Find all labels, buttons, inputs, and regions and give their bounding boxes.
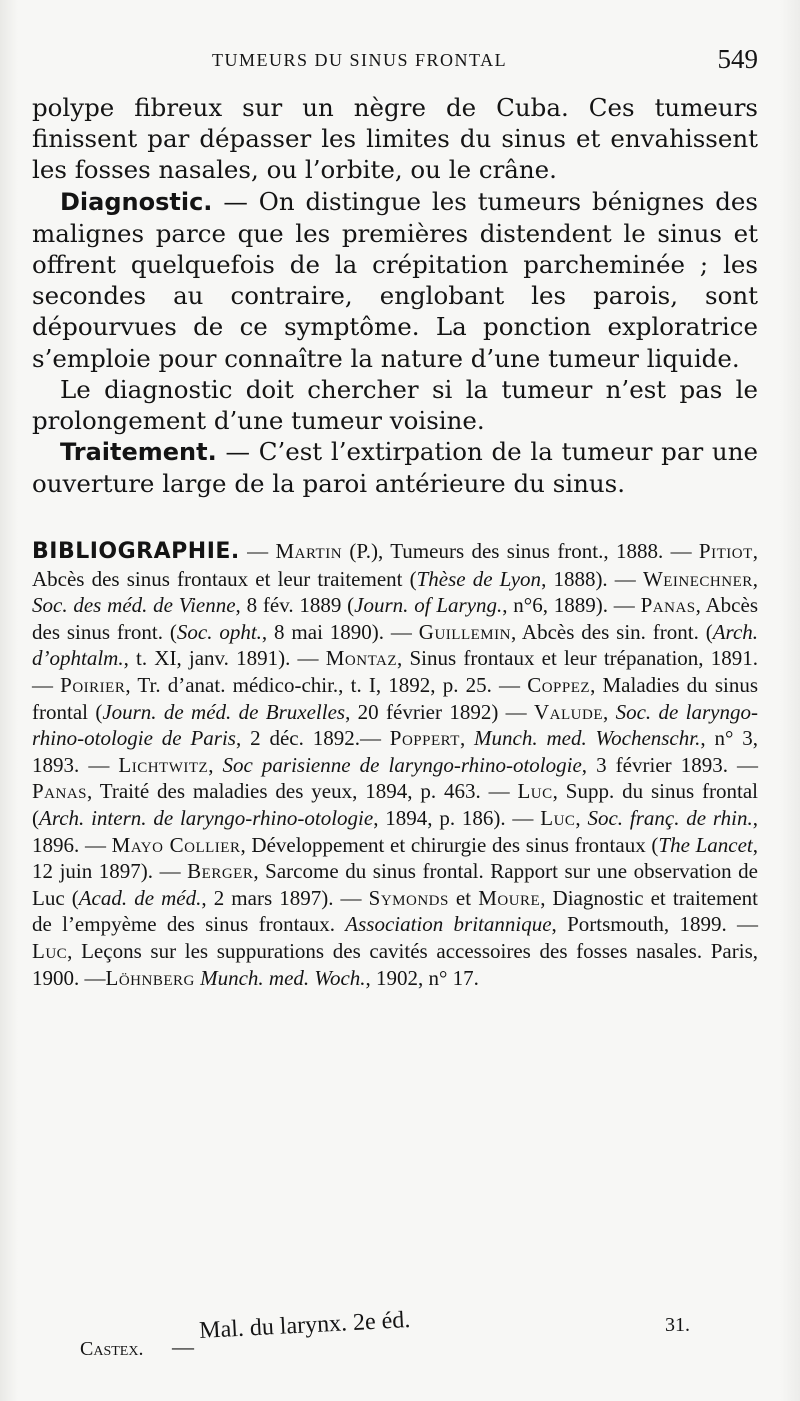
biblio-text: , 1894, p. 186). — — [373, 805, 541, 830]
biblio-author: Mayo Collier — [111, 832, 241, 857]
page-number: 549 — [717, 44, 758, 74]
paragraph-prolongement: Le diagnostic doit chercher si la tumeur n’est pas le prolongement d’une tumeur voisine. — [32, 374, 758, 436]
biblio-text: , 2 mars 1897). — — [201, 885, 369, 910]
biblio-source: Soc. des méd. de Vienne — [32, 593, 236, 618]
biblio-text: , Tr. d’anat. médico-chir., t. I, 1892, p. 25. — — [125, 672, 528, 697]
biblio-source: Thèse de Lyon — [416, 566, 542, 591]
biblio-source: Arch. intern. de laryngo-rhino-otologie — [39, 805, 374, 830]
page-footer — [80, 1306, 720, 1374]
biblio-text: , Traité des maladies des yeux, 1894, p. 463. — — [87, 779, 518, 804]
biblio-author: Weinechner — [642, 566, 753, 591]
footer-book-title: Mal. du larynx. 2e éd. — [198, 1306, 411, 1345]
biblio-source: Association britannique — [345, 912, 552, 937]
biblio-text: , Sarcome du sinus frontal. Rapport sur une observation de Luc ( — [32, 859, 758, 910]
signature-mark: 31. — [665, 1314, 690, 1336]
biblio-text: — — [239, 539, 276, 563]
biblio-source: Soc. de laryngo-rhino-otologie de Paris — [32, 699, 758, 751]
biblio-text: , 1902, n° 17. — [365, 965, 479, 990]
biblio-text: , Maladies du sinus frontal ( — [32, 672, 758, 724]
biblio-text: , n°6, 1889). — — [502, 593, 641, 618]
biblio-text: , Abcès des sinus front. ( — [32, 593, 758, 644]
biblio-text: , Abcès des sinus frontaux et leur traitement ( — [32, 539, 758, 591]
section-heading-traitement: Traitement. — [60, 438, 217, 467]
biblio-text: , Développement et chirurgie des sinus frontaux ( — [240, 832, 659, 857]
paragraph-tumeurs: polype fibreux sur un nègre de Cuba. Ces tumeurs finissent par dépasser les limites du sinus et envahissent les fosses nasales, ou l’orbite, ou le crâne. — [32, 93, 758, 185]
biblio-author: Symonds — [368, 885, 449, 910]
biblio-source: Journ. de méd. de Bruxelles — [102, 699, 346, 724]
biblio-text: (P.), Tumeurs des sinus front., 1888. — — [342, 539, 699, 563]
biblio-author: Guillemin — [418, 619, 511, 644]
biblio-author: Coppez — [527, 672, 591, 697]
biblio-source: The Lancet — [658, 832, 753, 857]
biblio-text: , — [752, 566, 758, 591]
biblio-text: , — [575, 805, 588, 830]
main-text — [32, 92, 758, 500]
running-title: TUMEURS DU SINUS FRONTAL — [212, 50, 508, 70]
biblio-text: , Abcès des sin. front. ( — [510, 619, 713, 644]
biblio-text: , t. XI, janv. 1891). — — [123, 646, 326, 671]
biblio-text: , 1896. — — [32, 805, 758, 857]
biblio-source: Journ. of Laryng. — [354, 593, 503, 618]
biblio-text: , 3 février 1893. — — [581, 752, 759, 777]
footer-dash: — — [172, 1334, 194, 1359]
biblio-author: Luc — [32, 938, 68, 963]
biblio-text: , — [208, 752, 223, 777]
biblio-author: Montaz — [325, 646, 398, 671]
diagnostic-text: — On distingue les tumeurs bénignes des malignes parce que les premières distendent le sinus et offrent quelquefois de la crépitation parcheminée ; les secondes au contraire, englobant les parois, sont dépourvues de ce symptôme. La ponction exploratrice s’emploie pour connaître la nature d’une tumeur liquide. — [32, 186, 758, 373]
biblio-text: , 1888). — — [541, 566, 643, 591]
bibliography-heading: BIBLIOGRAPHIE. — [32, 539, 240, 564]
biblio-author: Panas — [640, 593, 696, 618]
biblio-text: , Portsmouth, 1899. — — [551, 912, 758, 937]
biblio-author: Poppert — [389, 726, 460, 751]
biblio-author: Berger — [187, 859, 254, 884]
biblio-author: Lichtwitz — [118, 752, 209, 777]
biblio-text: , Diagnostic et traitement de l’empyème des sinus frontaux. — [32, 885, 758, 937]
page-header — [0, 44, 800, 78]
biblio-source: Arch. d’ophtalm. — [32, 619, 759, 671]
paragraph-diagnostic — [32, 186, 758, 374]
biblio-text: , 2 déc. 1892.— — [235, 726, 390, 751]
paragraph-traitement — [32, 436, 758, 499]
bibliography — [32, 538, 758, 991]
biblio-author: Luc — [540, 805, 576, 830]
biblio-text: , 12 juin 1897). — — [32, 832, 759, 884]
biblio-author: Valude — [534, 699, 603, 724]
biblio-text: , Supp. du sinus frontal ( — [32, 779, 758, 830]
biblio-text: et — [448, 885, 479, 910]
biblio-source: Soc. franç. de rhin. — [587, 805, 753, 830]
biblio-text: , — [603, 699, 616, 724]
footer-author: Castex. — [80, 1338, 144, 1360]
traitement-text: — C’est l’extirpation de la tumeur par une ouverture large de la paroi antérieure du sinus. — [32, 437, 758, 499]
biblio-text: , 8 mai 1890). — — [261, 619, 419, 644]
biblio-source: Acad. de méd. — [78, 885, 202, 910]
biblio-author: Martin — [275, 539, 343, 563]
biblio-source: Munch. med. Wochenschr. — [474, 726, 701, 751]
biblio-text: , Leçons sur les suppurations des cavités accessoires des fosses nasales. Paris, 1900. — — [32, 938, 758, 990]
biblio-source: Soc parisienne de laryngo-rhino-otologie — [222, 752, 582, 777]
biblio-text: , Sinus frontaux et leur trépanation, 1891. — — [32, 646, 758, 697]
biblio-text: , — [459, 726, 475, 751]
biblio-text: , n° 3, 1893. — — [32, 726, 758, 777]
section-heading-diagnostic: Diagnostic. — [60, 187, 213, 216]
biblio-text: , 20 février 1892) — — [345, 699, 534, 724]
biblio-author: Löhnberg — [105, 965, 195, 990]
biblio-author: Pitiot — [698, 539, 753, 563]
biblio-author: Moure — [478, 885, 541, 910]
biblio-source: Soc. opht. — [176, 619, 262, 644]
biblio-author: Luc — [517, 779, 553, 804]
biblio-author: Poirier — [60, 672, 126, 697]
biblio-source: Munch. med. Woch. — [200, 965, 366, 990]
biblio-text: , 8 fév. 1889 ( — [235, 593, 355, 618]
biblio-author: Panas — [32, 779, 88, 804]
